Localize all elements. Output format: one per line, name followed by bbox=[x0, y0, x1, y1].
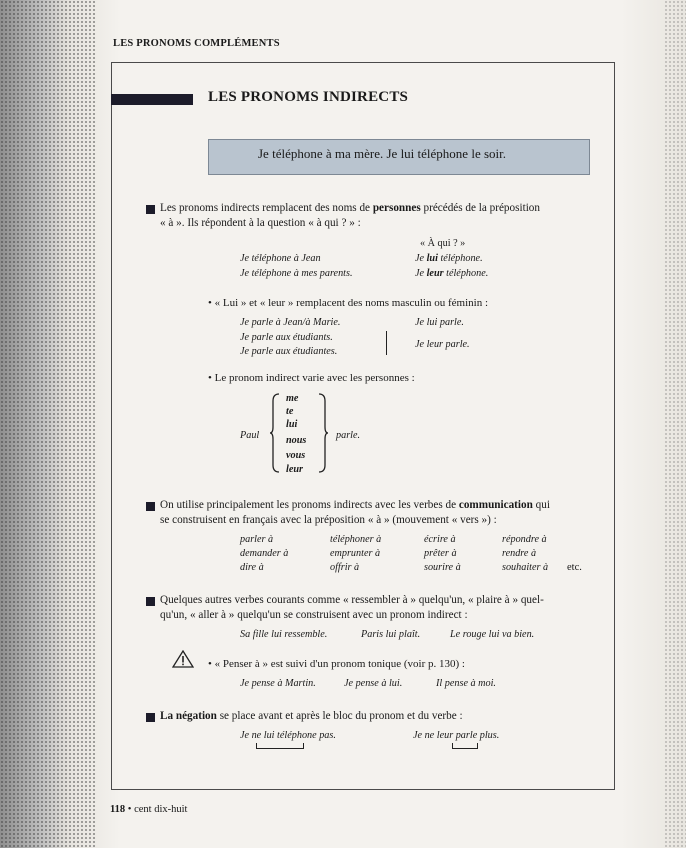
pronoun-vous: vous bbox=[286, 450, 306, 461]
block6-bullet: • « Penser à » est suivi d'un pronom tonique (voir p. 130) : bbox=[208, 658, 465, 670]
verb-cell: sourire à bbox=[424, 562, 461, 573]
verb-cell: emprunter à bbox=[330, 548, 381, 559]
block5-example-3: Le rouge lui va bien. bbox=[450, 629, 535, 640]
section-bullet-square bbox=[146, 205, 155, 214]
block6-example-3: Il pense à moi. bbox=[436, 678, 496, 689]
negation-bracket-1 bbox=[256, 743, 304, 749]
block1-line1-end: précédés de la préposition bbox=[420, 202, 540, 214]
group-bracket bbox=[386, 331, 387, 355]
block6-example-2: Je pense à lui. bbox=[344, 678, 403, 689]
negation-example-2: Je ne leur parle plus. bbox=[413, 730, 500, 741]
block4-line1 bbox=[160, 499, 550, 511]
block7-text: se place avant et après le bloc du pronom et du verbe : bbox=[216, 710, 463, 722]
example-right-1-start: Je bbox=[415, 253, 427, 264]
block5-line1: Quelques autres verbes courants comme « ressembler à » quelqu'un, « plaire à » quel- bbox=[160, 594, 544, 606]
block5-line2: qu'un, « aller à » quelqu'un se construisent avec un pronom indirect : bbox=[160, 609, 468, 621]
verb-cell: souhaiter à bbox=[502, 562, 549, 573]
verb-cell: offrir à bbox=[330, 562, 360, 573]
section-bullet-square bbox=[146, 597, 155, 606]
block2-left-3: Je parle aux étudiantes. bbox=[240, 346, 338, 357]
section-bullet-square bbox=[146, 713, 155, 722]
block3-bullet: • Le pronom indirect varie avec les personnes : bbox=[208, 372, 415, 384]
verb-cell: prêter à bbox=[424, 548, 457, 559]
pronoun-te: te bbox=[286, 406, 294, 417]
example-right-2-pronoun: leur bbox=[426, 268, 444, 279]
right-brace bbox=[318, 393, 328, 473]
verb-cell: répondre à bbox=[502, 534, 547, 545]
block2-left-1: Je parle à Jean/à Marie. bbox=[240, 317, 341, 328]
left-brace bbox=[270, 393, 280, 473]
running-header: LES PRONOMS COMPLÉMENTS bbox=[113, 38, 280, 49]
question-label: « À qui ? » bbox=[420, 238, 466, 249]
page-footer bbox=[110, 804, 187, 815]
verb-cell: téléphoner à bbox=[330, 534, 382, 545]
example-right-1-pronoun: lui bbox=[426, 253, 438, 264]
block1-line1 bbox=[160, 202, 540, 214]
verb-cell: parler à bbox=[240, 534, 274, 545]
pronoun-subject: Paul bbox=[240, 430, 260, 441]
negation-example-1: Je ne lui téléphone pas. bbox=[240, 730, 336, 741]
block1-line1-text: Les pronoms indirects remplacent des noms de bbox=[160, 202, 373, 214]
block4-line1-text: On utilise principalement les pronoms indirects avec les verbes de bbox=[160, 499, 459, 511]
block2-bullet: • « Lui » et « leur » remplacent des noms masculin ou féminin : bbox=[208, 297, 489, 309]
negation-bracket-2 bbox=[452, 743, 478, 749]
block6-example-1: Je pense à Martin. bbox=[240, 678, 316, 689]
block5-example-1: Sa fille lui ressemble. bbox=[240, 629, 328, 640]
block7-line bbox=[160, 710, 463, 722]
halftone-margin bbox=[0, 0, 95, 848]
block2-right-1: Je lui parle. bbox=[415, 317, 464, 328]
pronoun-leur: leur bbox=[286, 464, 303, 475]
section-title: LES PRONOMS INDIRECTS bbox=[208, 89, 409, 105]
block5-example-2: Paris lui plaît. bbox=[361, 629, 421, 640]
verb-cell: rendre à bbox=[502, 548, 537, 559]
pronoun-me: me bbox=[286, 393, 299, 404]
pronoun-lui: lui bbox=[286, 419, 298, 430]
example-right-2 bbox=[415, 268, 488, 279]
title-accent-bar bbox=[111, 94, 193, 105]
example-right-2-end: téléphone. bbox=[443, 268, 489, 279]
etc-label: etc. bbox=[567, 562, 582, 573]
page-number-words: cent dix-huit bbox=[134, 804, 188, 815]
block1-line2: « à ». Ils répondent à la question « à qui ? » : bbox=[160, 217, 361, 229]
halftone-right-edge bbox=[664, 0, 686, 848]
warning-icon bbox=[172, 650, 194, 668]
block4-line2: se construisent en français avec la préposition « à » (mouvement « vers ») : bbox=[160, 514, 497, 526]
example-left-2: Je téléphone à mes parents. bbox=[240, 268, 353, 279]
block1-line1-emphasis: personnes bbox=[372, 202, 421, 214]
example-right-1 bbox=[415, 253, 483, 264]
example-right-1-end: téléphone. bbox=[437, 253, 483, 264]
verb-cell: demander à bbox=[240, 548, 289, 559]
page-number: 118 bbox=[110, 804, 126, 815]
block2-left-2: Je parle aux étudiants. bbox=[240, 332, 333, 343]
footer-bullet: • bbox=[127, 804, 135, 815]
example-sentence: Je téléphone à ma mère. Je lui téléphone le soir. bbox=[258, 146, 506, 161]
example-right-2-start: Je bbox=[415, 268, 427, 279]
verb-cell: écrire à bbox=[424, 534, 456, 545]
block4-line1-emphasis: communication bbox=[458, 499, 533, 511]
block7-emphasis: La négation bbox=[160, 710, 217, 722]
pronoun-verb: parle. bbox=[336, 430, 361, 441]
block2-right-2: Je leur parle. bbox=[415, 339, 470, 350]
block4-line1-end: qui bbox=[532, 499, 550, 511]
section-bullet-square bbox=[146, 502, 155, 511]
example-left-1: Je téléphone à Jean bbox=[240, 253, 321, 264]
verb-cell: dire à bbox=[240, 562, 264, 573]
pronoun-nous: nous bbox=[286, 435, 307, 446]
